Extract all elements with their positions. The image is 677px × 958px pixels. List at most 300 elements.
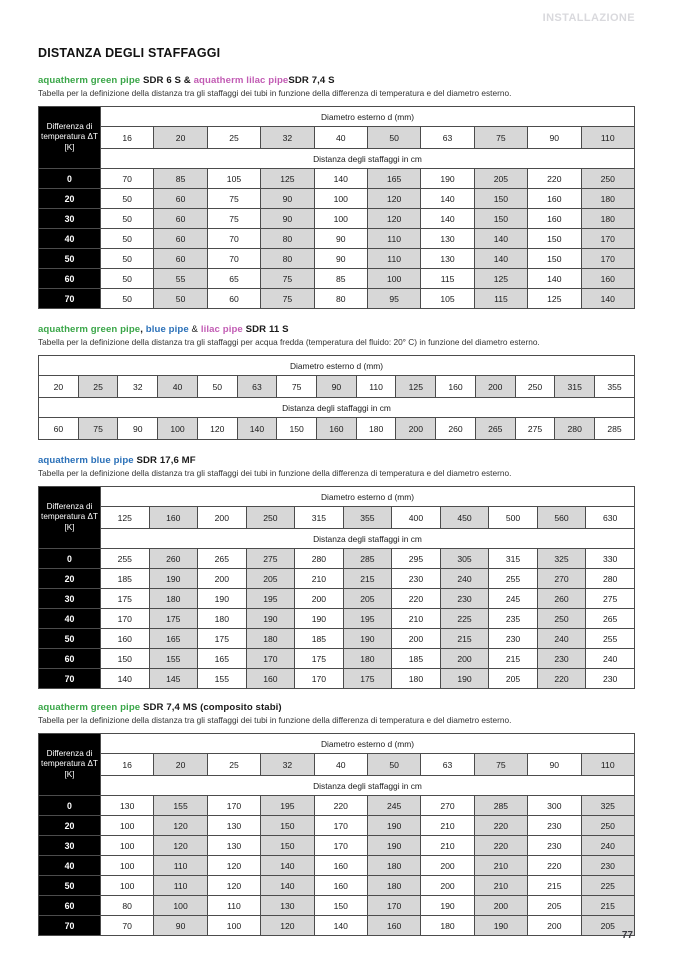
distance-value-cell: 150 [528, 229, 581, 249]
distance-value-cell: 110 [367, 249, 420, 269]
diameter-cell: 400 [392, 507, 441, 529]
distance-value-cell: 140 [101, 669, 150, 689]
distance-value-cell: 130 [421, 249, 474, 269]
distance-value-cell: 195 [246, 589, 295, 609]
distance-value-cell: 230 [489, 629, 538, 649]
diameter-cell: 200 [198, 507, 247, 529]
distance-value-cell: 145 [149, 669, 198, 689]
distance-value-cell: 200 [396, 418, 436, 440]
distance-value-cell: 110 [367, 229, 420, 249]
diameter-cell: 90 [528, 754, 581, 776]
diameter-cell: 250 [246, 507, 295, 529]
table-row [39, 649, 635, 669]
distance-value-cell: 150 [277, 418, 317, 440]
distance-value-cell: 255 [489, 569, 538, 589]
diameter-cell: 32 [118, 376, 158, 398]
distance-value-cell: 180 [356, 418, 396, 440]
distance-value-cell: 205 [489, 669, 538, 689]
distance-value-cell: 100 [101, 856, 154, 876]
table-title-segment: SDR 6 S & [140, 75, 194, 86]
distance-value-cell: 245 [489, 589, 538, 609]
page-title: DISTANZA DEGLI STAFFAGGI [38, 46, 221, 60]
distance-header: Distanza degli staffaggi in cm [101, 776, 635, 796]
distance-value-cell: 180 [198, 609, 247, 629]
distance-value-cell: 175 [198, 629, 247, 649]
distance-value-cell: 50 [101, 209, 154, 229]
table-title-segment: & [188, 324, 201, 335]
distance-value-cell: 200 [295, 589, 344, 609]
temp-value-cell: 60 [39, 649, 101, 669]
distance-value-cell: 100 [101, 816, 154, 836]
diameter-cell: 63 [421, 127, 474, 149]
diameter-cell: 75 [474, 754, 527, 776]
distance-value-cell: 170 [246, 649, 295, 669]
distance-value-cell: 185 [101, 569, 150, 589]
distance-value-cell: 200 [421, 856, 474, 876]
table-title-segment: aquatherm lilac pipe [193, 75, 289, 86]
diameter-header-row [39, 107, 635, 127]
diameter-cell: 40 [314, 127, 367, 149]
distance-value-cell: 240 [440, 569, 489, 589]
temp-value-cell: 50 [39, 876, 101, 896]
distance-value-cell: 140 [261, 876, 314, 896]
distance-value-cell: 200 [198, 569, 247, 589]
distance-value-cell: 150 [261, 836, 314, 856]
diameter-cell: 200 [475, 376, 515, 398]
distance-value-cell: 180 [343, 649, 392, 669]
table-title-segment: SDR 11 S [242, 324, 289, 335]
distance-value-cell: 250 [537, 609, 586, 629]
distance-value-cell: 100 [158, 418, 198, 440]
distance-value-cell: 160 [367, 916, 420, 936]
distance-value-cell: 220 [392, 589, 441, 609]
distance-value-cell: 190 [474, 916, 527, 936]
temp-value-cell: 40 [39, 609, 101, 629]
diameter-cell: 125 [101, 507, 150, 529]
distance-value-cell: 150 [101, 649, 150, 669]
distance-value-cell: 220 [474, 836, 527, 856]
distance-value-cell: 260 [537, 589, 586, 609]
diameter-header: Diametro esterno d (mm) [101, 487, 635, 507]
distance-value-cell: 120 [207, 856, 260, 876]
distance-value-cell: 100 [367, 269, 420, 289]
table-title [38, 75, 635, 87]
distance-value-cell: 265 [475, 418, 515, 440]
distance-value-cell: 150 [474, 209, 527, 229]
table-row [39, 189, 635, 209]
distance-value-cell: 300 [528, 796, 581, 816]
distance-value-cell: 140 [474, 229, 527, 249]
distance-value-cell: 200 [392, 629, 441, 649]
diameter-cell: 63 [421, 754, 474, 776]
staffaggi-table [38, 733, 635, 936]
distance-header-row [39, 776, 635, 796]
distance-value-cell: 280 [555, 418, 595, 440]
distance-value-cell: 100 [314, 189, 367, 209]
diameter-header-row [39, 734, 635, 754]
distance-value-cell: 75 [207, 209, 260, 229]
distance-header-row [39, 149, 635, 169]
distance-value-cell: 125 [474, 269, 527, 289]
distance-value-cell: 205 [528, 896, 581, 916]
table-row [39, 549, 635, 569]
distance-value-cell: 230 [528, 836, 581, 856]
table-row [39, 669, 635, 689]
distance-value-cell: 50 [101, 269, 154, 289]
distance-value-cell: 325 [537, 549, 586, 569]
distance-value-cell: 190 [367, 836, 420, 856]
distance-value-cell: 80 [101, 896, 154, 916]
diameter-values-row [39, 507, 635, 529]
distance-value-cell: 160 [581, 269, 634, 289]
distance-value-cell: 60 [154, 249, 207, 269]
diameter-cell: 630 [586, 507, 635, 529]
distance-value-cell: 180 [246, 629, 295, 649]
distance-value-cell: 80 [314, 289, 367, 309]
distance-value-cell: 150 [528, 249, 581, 269]
distance-value-cell: 150 [314, 896, 367, 916]
distance-value-cell: 255 [586, 629, 635, 649]
diameter-cell: 90 [528, 127, 581, 149]
distance-value-cell: 250 [581, 816, 634, 836]
distance-value-cell: 70 [207, 249, 260, 269]
distance-value-cell: 140 [314, 916, 367, 936]
distance-value-cell: 190 [246, 609, 295, 629]
distance-value-cell: 180 [367, 856, 420, 876]
distance-value-cell: 215 [440, 629, 489, 649]
diameter-values-row [39, 376, 635, 398]
distance-value-cell: 165 [149, 629, 198, 649]
distance-value-cell: 205 [474, 169, 527, 189]
distance-value-cell: 240 [581, 836, 634, 856]
diameter-values-row [39, 127, 635, 149]
distance-value-cell: 160 [528, 189, 581, 209]
distance-value-cell: 100 [207, 916, 260, 936]
distance-value-cell: 60 [154, 209, 207, 229]
distance-value-cell: 170 [581, 249, 634, 269]
distance-header: Distanza degli staffaggi in cm [39, 398, 635, 418]
distance-value-cell: 100 [101, 836, 154, 856]
table-row [39, 836, 635, 856]
diameter-cell: 90 [317, 376, 357, 398]
diameter-cell: 16 [101, 127, 154, 149]
distance-value-cell: 285 [474, 796, 527, 816]
distance-value-cell: 175 [149, 609, 198, 629]
temp-value-cell: 50 [39, 249, 101, 269]
distance-value-cell: 90 [314, 249, 367, 269]
distance-value-cell: 50 [101, 289, 154, 309]
diameter-cell: 40 [314, 754, 367, 776]
table-row [39, 249, 635, 269]
temp-value-cell: 30 [39, 836, 101, 856]
distance-value-cell: 140 [528, 269, 581, 289]
distance-value-cell: 225 [581, 876, 634, 896]
page-number: 77 [621, 930, 633, 941]
temp-value-cell: 0 [39, 549, 101, 569]
distance-value-cell: 280 [586, 569, 635, 589]
temp-value-cell: 30 [39, 589, 101, 609]
distance-value-cell: 120 [154, 816, 207, 836]
distance-value-cell: 325 [581, 796, 634, 816]
table-subtitle: Tabella per la definizione della distanza tra gli staffaggi dei tubi in funzione della differenza di temperatura e del diametro esterno. [38, 88, 512, 98]
distance-value-cell: 160 [246, 669, 295, 689]
distance-value-cell: 220 [537, 669, 586, 689]
distance-value-cell: 200 [528, 916, 581, 936]
diameter-cell: 250 [515, 376, 555, 398]
distance-value-cell: 100 [314, 209, 367, 229]
distance-value-cell: 180 [367, 876, 420, 896]
table-title-segment: aquatherm green pipe [38, 702, 141, 713]
distance-value-cell: 70 [101, 169, 154, 189]
distance-value-cell: 195 [261, 796, 314, 816]
temp-value-cell: 30 [39, 209, 101, 229]
table-row [39, 269, 635, 289]
distance-value-cell: 190 [421, 169, 474, 189]
distance-value-cell: 215 [581, 896, 634, 916]
temp-value-cell: 20 [39, 816, 101, 836]
table-title-segment: SDR 17,6 MF [133, 455, 196, 466]
distance-value-cell: 50 [101, 229, 154, 249]
distance-value-cell: 220 [314, 796, 367, 816]
distance-value-cell: 210 [421, 816, 474, 836]
diameter-cell: 25 [207, 127, 260, 149]
table-row [39, 569, 635, 589]
distance-value-cell: 250 [581, 169, 634, 189]
distance-value-cell: 200 [474, 896, 527, 916]
distance-value-cell: 130 [207, 836, 260, 856]
distance-value-cell: 130 [261, 896, 314, 916]
diameter-header: Diametro esterno d (mm) [101, 107, 635, 127]
tables-container [38, 75, 635, 936]
table-row [39, 609, 635, 629]
distance-value-cell: 220 [528, 169, 581, 189]
distance-value-cell: 140 [261, 856, 314, 876]
distance-value-cell: 115 [474, 289, 527, 309]
distance-value-cell: 130 [421, 229, 474, 249]
distance-value-cell: 205 [246, 569, 295, 589]
table-row [39, 796, 635, 816]
diameter-cell: 20 [154, 754, 207, 776]
distance-value-cell: 50 [154, 289, 207, 309]
distance-value-cell: 265 [198, 549, 247, 569]
table-subtitle: Tabella per la definizione della distanza tra gli staffaggi per acqua fredda (temperatura del fluido: 20° C) in funzione del diametro esterno. [38, 337, 540, 347]
distance-value-cell: 185 [295, 629, 344, 649]
distance-value-cell: 75 [207, 189, 260, 209]
distance-value-cell: 230 [537, 649, 586, 669]
distance-value-cell: 50 [101, 249, 154, 269]
distance-value-cell: 85 [314, 269, 367, 289]
distance-value-cell: 285 [343, 549, 392, 569]
distance-value-cell: 140 [474, 249, 527, 269]
distance-value-cell: 85 [154, 169, 207, 189]
temp-column-header: Differenza di temperatura ΔT [K] [39, 107, 101, 169]
temp-value-cell: 0 [39, 169, 101, 189]
distance-value-cell: 180 [581, 209, 634, 229]
table-row [39, 856, 635, 876]
temp-value-cell: 50 [39, 629, 101, 649]
table-row [39, 229, 635, 249]
distance-value-cell: 130 [207, 816, 260, 836]
distance-value-cell: 275 [586, 589, 635, 609]
distance-value-cell: 165 [198, 649, 247, 669]
distance-value-cell: 230 [586, 669, 635, 689]
distance-value-cell: 190 [343, 629, 392, 649]
distance-value-cell: 190 [367, 816, 420, 836]
diameter-cell: 355 [343, 507, 392, 529]
distance-value-cell: 275 [246, 549, 295, 569]
distance-value-cell: 275 [515, 418, 555, 440]
distance-value-cell: 295 [392, 549, 441, 569]
distance-value-cell: 190 [198, 589, 247, 609]
distance-value-cell: 180 [149, 589, 198, 609]
distance-value-cell: 215 [489, 649, 538, 669]
distance-value-cell: 160 [317, 418, 357, 440]
distance-value-cell: 95 [367, 289, 420, 309]
distance-value-cell: 220 [528, 856, 581, 876]
distance-value-cell: 80 [261, 229, 314, 249]
distance-value-cell: 105 [421, 289, 474, 309]
distance-value-cell: 200 [421, 876, 474, 896]
distance-value-cell: 210 [474, 876, 527, 896]
temp-column-header: Differenza di temperatura ΔT [K] [39, 487, 101, 549]
distance-value-cell: 190 [421, 896, 474, 916]
table-title [38, 702, 635, 714]
distance-value-cell: 50 [101, 189, 154, 209]
distance-header-row [39, 398, 635, 418]
distance-value-cell: 240 [586, 649, 635, 669]
distance-value-cell: 165 [367, 169, 420, 189]
distance-value-cell: 270 [537, 569, 586, 589]
distance-value-cell: 110 [207, 896, 260, 916]
distance-value-cell: 175 [101, 589, 150, 609]
distance-value-cell: 260 [149, 549, 198, 569]
distance-value-cell: 160 [314, 856, 367, 876]
distance-value-cell: 285 [595, 418, 635, 440]
table-title-segment: blue pipe [145, 324, 189, 335]
distance-value-cell: 140 [237, 418, 277, 440]
table-row [39, 876, 635, 896]
distance-value-cell: 125 [528, 289, 581, 309]
distance-value-cell: 200 [440, 649, 489, 669]
diameter-header-row [39, 487, 635, 507]
distance-value-cell: 315 [489, 549, 538, 569]
distance-value-cell: 210 [474, 856, 527, 876]
distance-value-cell: 190 [149, 569, 198, 589]
distance-value-cell: 235 [489, 609, 538, 629]
diameter-cell: 110 [581, 754, 634, 776]
distance-value-cell: 70 [207, 229, 260, 249]
distance-value-cell: 65 [207, 269, 260, 289]
diameter-cell: 450 [440, 507, 489, 529]
diameter-cell: 32 [261, 754, 314, 776]
distance-value-cell: 130 [101, 796, 154, 816]
distance-value-cell: 175 [295, 649, 344, 669]
distance-value-cell: 205 [343, 589, 392, 609]
diameter-cell: 500 [489, 507, 538, 529]
distance-value-cell: 60 [154, 229, 207, 249]
temp-column-header: Differenza di temperatura ΔT [K] [39, 734, 101, 796]
distance-value-cell: 210 [421, 836, 474, 856]
table-title-segment: SDR 7,4 MS (composito stabi) [140, 702, 282, 713]
diameter-values-row [39, 754, 635, 776]
table-title-segment: aquatherm blue pipe [38, 455, 134, 466]
temp-value-cell: 70 [39, 669, 101, 689]
temp-value-cell: 60 [39, 269, 101, 289]
distance-value-cell: 100 [101, 876, 154, 896]
distance-value-cell: 225 [440, 609, 489, 629]
distance-value-cell: 230 [440, 589, 489, 609]
distance-value-cell: 125 [261, 169, 314, 189]
distance-value-cell: 80 [261, 249, 314, 269]
distance-value-cell: 255 [101, 549, 150, 569]
distance-value-cell: 160 [101, 629, 150, 649]
staffaggi-table [38, 106, 635, 309]
diameter-cell: 355 [595, 376, 635, 398]
distance-value-cell: 140 [581, 289, 634, 309]
distance-value-cell: 170 [581, 229, 634, 249]
diameter-cell: 63 [237, 376, 277, 398]
distance-value-cell: 90 [118, 418, 158, 440]
diameter-cell: 50 [367, 127, 420, 149]
distance-value-cell: 55 [154, 269, 207, 289]
distance-value-cell: 75 [78, 418, 118, 440]
distance-value-cell: 155 [154, 796, 207, 816]
table-title [38, 455, 635, 467]
distance-value-cell: 230 [392, 569, 441, 589]
table-row [39, 169, 635, 189]
distance-value-cell: 160 [314, 876, 367, 896]
pipe-table-section [38, 75, 635, 309]
distance-value-cell: 280 [295, 549, 344, 569]
table-subtitle: Tabella per la definizione della distanza tra gli staffaggi dei tubi in funzione della differenza di temperatura e del diametro esterno. [38, 468, 512, 478]
table-title-segment: SDR 7,4 S [288, 75, 335, 86]
diameter-cell: 75 [474, 127, 527, 149]
distance-value-cell: 170 [207, 796, 260, 816]
temp-value-cell: 40 [39, 856, 101, 876]
table-row [39, 289, 635, 309]
distance-value-cell: 195 [343, 609, 392, 629]
distance-value-cell: 150 [261, 816, 314, 836]
diameter-cell: 315 [295, 507, 344, 529]
distance-value-cell: 155 [149, 649, 198, 669]
table-title-segment: aquatherm green pipe [38, 75, 141, 86]
diameter-cell: 110 [581, 127, 634, 149]
diameter-cell: 25 [78, 376, 118, 398]
distance-value-cell: 160 [528, 209, 581, 229]
pipe-table-section [38, 324, 635, 440]
distance-value-cell: 155 [198, 669, 247, 689]
temp-value-cell: 70 [39, 916, 101, 936]
distance-value-cell: 230 [581, 856, 634, 876]
distance-header-row [39, 529, 635, 549]
distance-value-cell: 270 [421, 796, 474, 816]
distance-value-cell: 210 [295, 569, 344, 589]
distance-value-cell: 230 [528, 816, 581, 836]
table-row [39, 629, 635, 649]
diameter-cell: 25 [207, 754, 260, 776]
diameter-cell: 315 [555, 376, 595, 398]
distance-value-cell: 215 [343, 569, 392, 589]
distance-value-cell: 90 [314, 229, 367, 249]
pipe-table-section [38, 455, 635, 689]
distance-value-cell: 140 [421, 189, 474, 209]
distance-value-cell: 265 [586, 609, 635, 629]
diameter-cell: 75 [277, 376, 317, 398]
distance-value-cell: 90 [261, 189, 314, 209]
distance-value-cell: 60 [39, 418, 79, 440]
diameter-cell: 40 [158, 376, 198, 398]
distance-value-cell: 120 [261, 916, 314, 936]
